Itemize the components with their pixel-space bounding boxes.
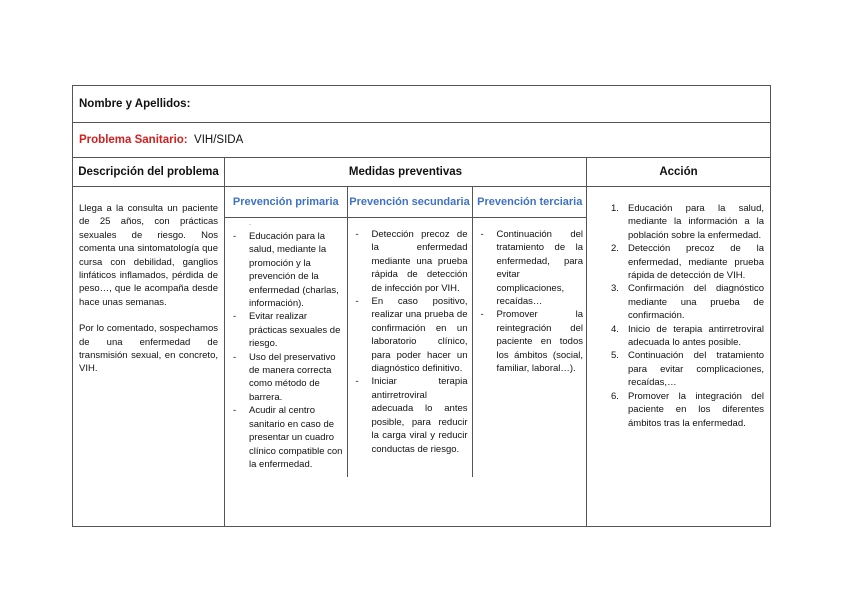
description-paragraph: Por lo comentado, sospechamos de una enfermedad de transmisión sexual, en concreto, VIH. xyxy=(79,323,218,375)
column-header-measures: Medidas preventivas xyxy=(225,158,587,187)
worksheet-table xyxy=(72,85,771,527)
list-item: - Educación para la salud, mediante la promoción y la prevención de la enfermedad (charlas, información). xyxy=(231,230,343,310)
prevention-secondary-list xyxy=(347,218,472,478)
list-item: - Iniciar terapia antirretroviral adecuada lo antes posible, para reducir la carga viral y reducir conductas de riesgo. xyxy=(354,375,468,455)
problem-label: Problema Sanitario: xyxy=(79,134,188,146)
list-item: - Acudir al centro sanitario en caso de presentar un cuadro clínico compatible con la enfermedad. xyxy=(231,404,343,471)
action-number: 5. xyxy=(611,350,619,362)
prevention-tertiary-list xyxy=(472,218,587,478)
list-item: - Promover la reintegración del paciente en todos los ámbitos (social, familiar, laboral…). xyxy=(479,308,584,375)
prevention-table xyxy=(225,187,587,477)
action-number: 4. xyxy=(611,323,619,335)
action-number: 1. xyxy=(611,203,619,214)
column-header-action: Acción xyxy=(587,158,771,187)
action-item xyxy=(595,242,764,282)
problem-value: VIH/SIDA xyxy=(194,134,244,146)
action-list xyxy=(595,202,764,430)
action-text: Confirmación del diagnóstico mediante una prueba de confirmación. xyxy=(628,283,764,322)
prevention-secondary-title: Prevención secundaria xyxy=(347,187,472,218)
list-item: - En caso positivo, realizar una prueba de confirmación en un laboratorio clínico, para poder hacer un diagnóstico definitivo. xyxy=(354,295,468,375)
action-text: Educación para la salud, mediante la información a la población sobre la enfermedad. xyxy=(628,203,764,241)
name-label: Nombre y Apellidos: xyxy=(79,98,191,110)
action-item xyxy=(595,390,764,430)
list-item: - Continuación del tratamiento de la enfermedad, para evitar complicaciones, recaídas… xyxy=(479,228,584,308)
column-header-description: Descripción del problema xyxy=(73,158,225,187)
prevention-primary-title: Prevención primaria xyxy=(225,187,347,218)
action-text: Continuación del tratamiento para evitar complicaciones, recaídas,… xyxy=(628,350,764,389)
list-item: - Uso del preservativo de manera correcta como método de barrera. xyxy=(231,351,343,405)
action-text: Inicio de terapia antirretroviral adecuada lo antes posible. xyxy=(628,323,764,349)
action-item xyxy=(595,202,764,242)
action-item xyxy=(595,323,764,350)
action-number: 2. xyxy=(611,243,619,255)
prevention-tertiary-title: Prevención terciaria xyxy=(472,187,587,218)
problem-field xyxy=(73,123,771,158)
list-item: - Detección precoz de la enfermedad mediante una prueba rápida de detección de infección por VIH. xyxy=(354,228,468,295)
description-paragraph: Llega a la consulta un paciente de 25 años, con prácticas sexuales de riesgo. Nos comenta una sintomatología que cursa con debilidad, ganglios linfáticos inflamados, pérdida de peso…, que le acompaña desde hace unas semanas. xyxy=(79,203,218,308)
action-item xyxy=(595,349,764,389)
action-number: 6. xyxy=(611,390,619,402)
action-item xyxy=(595,282,764,322)
name-field xyxy=(73,86,771,123)
action-cell xyxy=(587,187,771,527)
action-number: 3. xyxy=(611,283,619,295)
action-text: Promover la integración del paciente en los diferentes ámbitos tras la enfermedad. xyxy=(628,390,764,429)
bullet-marker: · xyxy=(249,222,251,228)
description-cell xyxy=(73,187,225,527)
prevention-primary-list xyxy=(225,218,347,478)
list-item: - Evitar realizar prácticas sexuales de riesgo. xyxy=(231,310,343,350)
measures-cell xyxy=(225,187,587,527)
action-text: Detección precoz de la enfermedad, mediante prueba rápida de detección de VIH. xyxy=(628,243,764,282)
